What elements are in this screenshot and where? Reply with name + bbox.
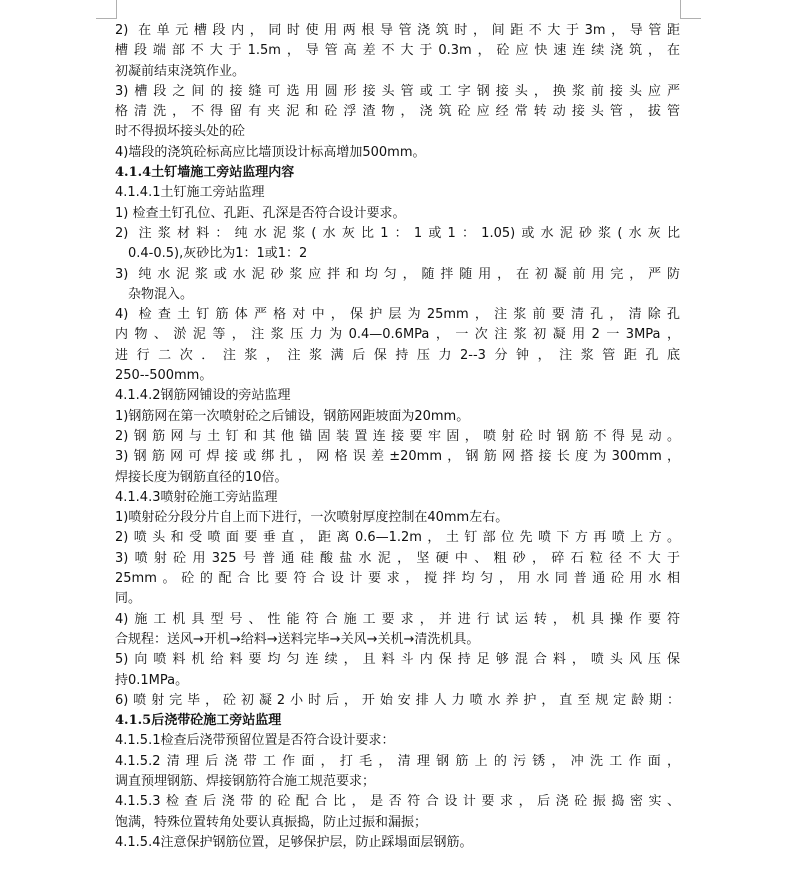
document-body — [115, 21, 680, 853]
text-line: 4)施工机具型号、性能符合施工要求，并进行试运转，机具操作要符 — [115, 611, 680, 627]
text-line: 6)喷射完毕，砼初凝2小时后，开始安排人力喷水养护，直至规定龄期： — [115, 692, 680, 708]
text-line: 4)墙段的浇筑砼标高应比墙顶设计标高增加500mm。 — [115, 144, 426, 160]
section-heading: 4.1.4土钉墙施工旁站监理内容 — [115, 165, 295, 181]
section-heading: 4.1.5后浇带砼施工旁站监理 — [115, 713, 282, 729]
subsection-heading: 4.1.4.3喷射砼施工旁站监理 — [115, 489, 278, 505]
subsection-heading: 4.1.4.1土钉施工旁站监理 — [115, 185, 265, 201]
text-line: 格清洗，不得留有夹泥和砼浮渣物，浇筑砼应经常转动接头管，拔管 — [115, 104, 680, 120]
text-line: 2) 注浆材料：纯水泥浆(水灰比1：1或1：1.05)或水泥砂浆(水灰比 — [115, 225, 680, 241]
text-line: 4) 检查土钉筋体严格对中，保护层为25mm，注浆前要清孔，清除孔 — [115, 307, 680, 323]
text-line: 3)槽段之间的接缝可选用圆形接头管或工字钢接头，换浆前接头应严 — [115, 83, 680, 99]
text-line: 5)向喷料机给料要均匀连续，且料斗内保持足够混合料，喷头风压保 — [115, 652, 680, 668]
text-line: 4.1.5.2清理后浇带工作面，打毛，清理钢筋上的污锈，冲洗工作面， — [115, 753, 680, 769]
text-line: 槽段端部不大于1.5m，导管高差不大于0.3m，砼应快速连续浇筑，在 — [115, 43, 680, 59]
text-line: 1)钢筋网在第一次喷射砼之后铺设，钢筋网距坡面为20mm。 — [115, 408, 470, 424]
text-line: 1) 检查土钉孔位、孔距、孔深是否符合设计要求。 — [115, 205, 406, 221]
text-line: 时不得损坏接头处的砼 — [115, 124, 246, 140]
text-line: 3)喷射砼用325号普通硅酸盐水泥，坚硬中、粗砂，碎石粒径不大于 — [115, 550, 680, 566]
text-line: 调直预埋钢筋、焊接钢筋符合施工规范要求； — [115, 773, 376, 789]
text-line: 初凝前结束浇筑作业。 — [115, 63, 246, 79]
margin-corner-mark-right — [680, 0, 701, 19]
text-line: 饱满，特殊位置转角处要认真振捣，防止过振和漏振； — [115, 814, 428, 830]
text-line: 2)钢筋网与土钉和其他锚固装置连接要牢固，喷射砼时钢筋不得晃动。 — [115, 428, 680, 444]
text-line: 0.4-0.5),灰砂比为1：1或1：2 — [128, 246, 308, 262]
text-line: 合规程：送风→开机→给料→送料完毕→关风→关机→清洗机具。 — [115, 631, 480, 647]
margin-corner-mark-left — [96, 0, 117, 19]
text-line: 杂物混入。 — [128, 286, 194, 302]
text-line: 3) 纯水泥浆或水泥砂浆应拌和均匀，随拌随用，在初凝前用完，严防 — [115, 266, 680, 282]
text-line: 2)喷头和受喷面要垂直，距离0.6—1.2m，土钉部位先喷下方再喷上方。 — [115, 530, 680, 546]
text-line: 2) 在单元槽段内，同时使用两根导管浇筑时，间距不大于3m，导管距 — [115, 23, 680, 38]
text-line: 焊接长度为钢筋直径的10倍。 — [115, 469, 288, 485]
text-line: 持0.1MPa。 — [115, 672, 189, 688]
subsection-heading: 4.1.4.2钢筋网铺设的旁站监理 — [115, 388, 291, 404]
text-line: 同。 — [115, 591, 142, 607]
text-line: 4.1.5.3检查后浇带的砼配合比，是否符合设计要求，后浇砼振捣密实、 — [115, 794, 680, 810]
text-line: 4.1.5.4注意保护钢筋位置，足够保护层，防止踩塌面层钢筋。 — [115, 834, 473, 850]
text-line: 1)喷射砼分段分片自上而下进行，一次喷射厚度控制在40mm左右。 — [115, 510, 509, 526]
text-line: 进行二次．注浆，注浆满后保持压力2--3分钟，注浆管距孔底 — [115, 347, 680, 363]
text-line: 250--500mm。 — [115, 368, 213, 384]
text-line: 4.1.5.1检查后浇带预留位置是否符合设计要求： — [115, 733, 395, 749]
text-line: 内物、淤泥等，注浆压力为0.4—0.6MPa，一次注浆初凝用2一3MPa， — [115, 327, 680, 343]
text-line: 3)钢筋网可焊接或绑扎，网格误差±20mm，钢筋网搭接长度为300mm， — [115, 449, 680, 465]
text-line: 25mm。砼的配合比要符合设计要求，搅拌均匀，用水同普通砼用水相 — [115, 571, 680, 587]
